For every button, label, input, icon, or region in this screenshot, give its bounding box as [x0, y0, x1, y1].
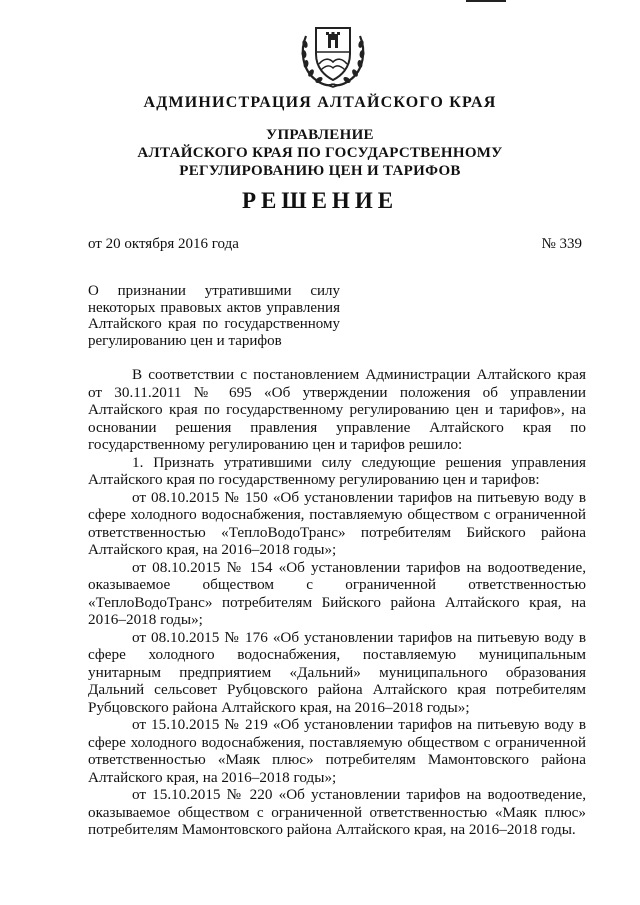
administration-title: АДМИНИСТРАЦИЯ АЛТАЙСКОГО КРАЯ [143, 94, 497, 111]
coat-of-arms-icon [296, 18, 370, 90]
department-title [0, 126, 640, 180]
department-line: РЕГУЛИРОВАНИЮ ЦЕН И ТАРИФОВ [179, 163, 461, 179]
repealed-act-item: от 08.10.2015 № 154 «Об установлении тарифов на водоотведение, оказываемое обществом с ограниченной ответственностью «ТеплоВодоТранс» потребителям Бийского района Алтайского края, на 2016–2018 годы»; [88, 558, 586, 628]
repealed-act-item: от 15.10.2015 № 219 «Об установлении тарифов на питьевую воду в сфере холодного водоснабжения, поставляемую обществом с ограниченной ответственностью «Маяк плюс» потребителям Мамонтовского района Алтайского края, на 2016–2018 годы»; [88, 716, 586, 786]
repealed-act-item: от 08.10.2015 № 176 «Об установлении тарифов на питьевую воду в сфере холодного водоснабжения, поставляемую муниципальным унитарным предприятием «Дальний» муниципального образования Дальний сельсовет Рубцовского района Алтайского края потребителям Рубцовского района Алтайского края, на 2016–2018 годы»; [88, 628, 586, 716]
repealed-act-item: от 08.10.2015 № 150 «Об установлении тарифов на питьевую воду в сфере холодного водоснабжения, поставляемую обществом с ограниченной ответственностью «ТеплоВодоТранс» потребителям Бийского района Алтайского края, на 2016–2018 годы»; [88, 488, 586, 558]
decision-body [88, 366, 586, 839]
body-paragraph: В соответствии с постановлением Администрации Алтайского края от 30.11.2011 № 695 «Об утверждении положения об управлении Алтайского края по государственному регулированию цен и тарифов», на основании решения правления управление Алтайского края по государственному регулированию цен и тарифов решило: [88, 366, 586, 453]
decision-date: от 20 октября 2016 года [88, 236, 239, 252]
scan-edge-mark [466, 0, 506, 2]
repealed-act-item: от 15.10.2015 № 220 «Об установлении тарифов на водоотведение, оказываемое обществом с ограниченной ответственностью «Маяк плюс» потребителям Мамонтовского района Алтайского края, на 2016–2018 годы. [88, 786, 586, 838]
document-type-title: РЕШЕНИЕ [241, 188, 399, 213]
body-paragraph: 1. Признать утратившими силу следующие решения управления Алтайского края по государственному регулированию цен и тарифов: [88, 453, 586, 488]
department-line: АЛТАЙСКОГО КРАЯ ПО ГОСУДАРСТВЕННОМУ [137, 145, 503, 161]
decision-number: № 339 [541, 236, 582, 252]
decision-subject: О признании утратившими силу некоторых правовых актов управления Алтайского края по государственному регулированию цен и тарифов [88, 283, 340, 349]
department-line: УПРАВЛЕНИЕ [266, 127, 374, 143]
